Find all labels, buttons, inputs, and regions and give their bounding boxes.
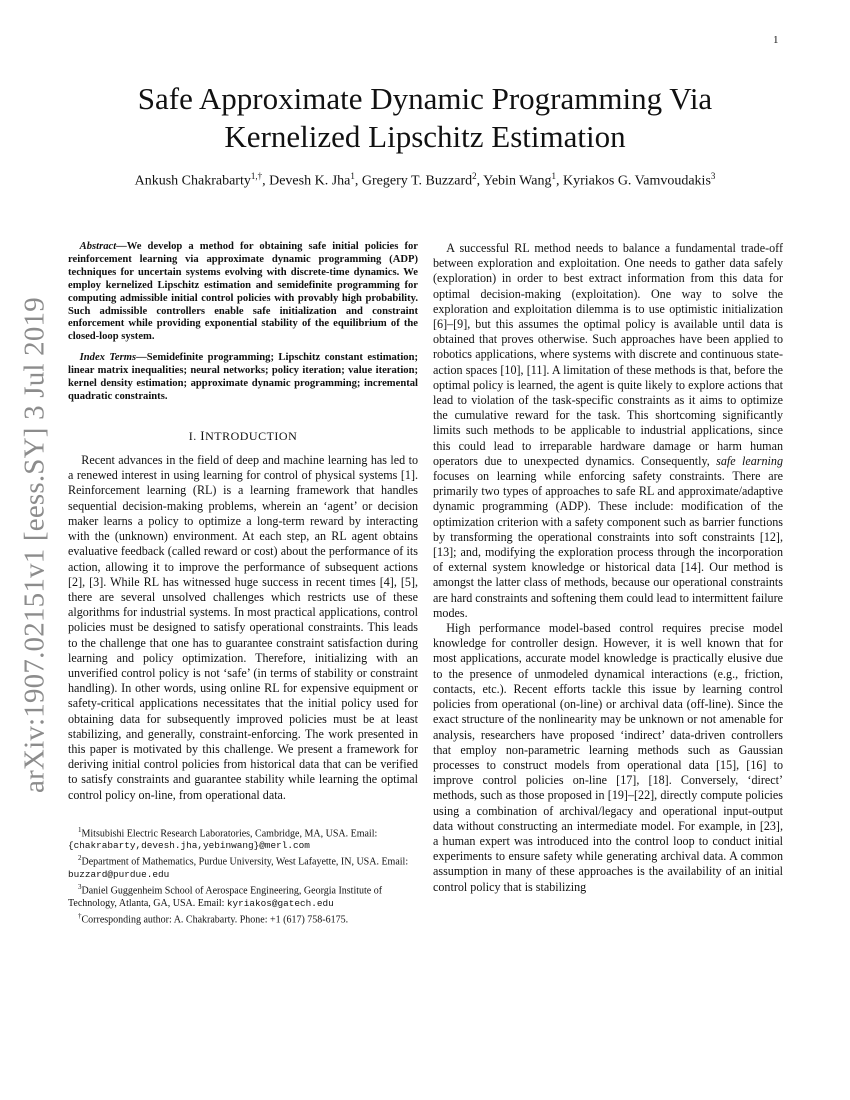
footnote-text: Mitsubishi Electric Research Laboratories, Cambridge, MA, USA. Email: xyxy=(81,828,378,840)
footnote-mark: 1 xyxy=(78,825,82,834)
paper-title-line-2: Kernelized Lipschitz Estimation xyxy=(224,119,626,154)
paragraph-text: focuses on learning while enforcing safety constraints. There are primarily two types of approaches to safe RL and approximate/adaptive dynamic programming (ADP). These include: modification of the optimization criterion with a safety component such as barrier functions by transforming the operational constraints into soft constraints [12], [13]; and, modifying the exploration process through the incorporation of external system knowledge or historical data [14]. Our method is amongst the latter class of methods, because our operational constraints are hard constraints and softening them could lead to intermittent failure modes. xyxy=(433,469,783,620)
footnote-email[interactable]: buzzard@purdue.edu xyxy=(68,869,170,881)
section-initial: I xyxy=(200,427,206,443)
section-title-rest: NTRODUCTION xyxy=(205,428,298,443)
footnote-text: Corresponding author: A. Chakrabarty. Phone: +1 (617) 758-6175. xyxy=(81,914,349,926)
footnote-4 xyxy=(68,910,418,927)
footnote-email[interactable]: {chakrabarty,devesh.jha,yebinwang}@merl.com xyxy=(68,840,310,852)
introduction-paragraph: Recent advances in the field of deep and machine learning has led to a renewed interest in using learning for control of physical systems [1]. Reinforcement learning (RL) is a learning framework that handles sequential decision-making problems, wherein an ‘agent’ or decision maker learns a policy to optimize a long-term reward by interacting with the (unknown) environment. At each step, an RL agent obtains evaluative feedback (called reward or cost) about the performance of its action, allowing it to improve the performance of subsequent actions [2], [3]. While RL has witnessed huge success in recent times [4], [5], there are several unsolved challenges which restricts use of these algorithms for industrial systems. In most practical applications, control policies must be designed to satisfy operational constraints. This leads to the challenge that one has to guarantee constraint satisfaction during learning and policy optimization. Therefore, initializing with an unverified control policy is not ‘safe’ (in terms of stability or constraint handling). In other words, using online RL for expensive equipment or safety-critical applications necessitates that the initial policy used for obtaining data for subsequently improved policies must be at least stabilizing, and generally, constraint-enforcing. The work presented in this paper is motivated by this challenge. We present a framework for deriving initial control policies from historical data that can be verified to satisfy constraints and guarantee stability while learning the optimal control policy on-line, from operational data. xyxy=(68,453,418,802)
footnote-mark: 2 xyxy=(78,854,82,863)
section-number: I. xyxy=(188,428,201,443)
index-terms-dash: — xyxy=(136,352,147,364)
footnote-3 xyxy=(68,881,418,910)
author-list xyxy=(70,171,780,190)
paper-title xyxy=(70,80,780,156)
footnote-text: Department of Mathematics, Purdue University, West Lafayette, IN, USA. Email: xyxy=(81,856,409,868)
paper-title-line-1: Safe Approximate Dynamic Programming Via xyxy=(137,81,713,116)
footnote-2 xyxy=(68,852,418,881)
author-name: Kyriakos G. Vamvoudakis xyxy=(563,173,711,189)
author-affiliation-mark: 2 xyxy=(472,171,477,181)
body-paragraph-model-based-control: High performance model-based control requires precise model knowledge for controller design. However, it is well known that for most applications, accurate model knowledge is practically elusive due to the presence of unmodeled dynamical interactions (e.g., friction, contacts, etc.). Recent efforts tackle this issue by learning control policies from operational (on-line) or archival data (off-line). Since the exact structure of the nonlinearity may be unknown or not amenable for analysis, researchers have proposed ‘indirect’ data-driven controllers that employ non-parametric learning methods such as Gaussian processes to construct models from operational data [15], [16] to improve control policies on-line [17], [18]. Conversely, ‘direct’ methods, such as those proposed in [19]–[22], directly compute policies using a combination of archival/legacy and operational input-output data without constructing an intermediate model. For example, in [23], a human expert was introduced into the control loop to conduct initial experiments to ensure safety while generating archival data. A common assumption in many of these approaches is the availability of an initial control policy that is stabilizing xyxy=(433,621,783,894)
section-heading-introduction xyxy=(68,428,418,444)
index-terms xyxy=(68,352,418,404)
footnote-email[interactable]: kyriakos@gatech.edu xyxy=(226,897,334,909)
index-terms-text: Semidefinite programming; Lipschitz constant estimation; linear matrix inequalities; neural networks; policy iteration; value iteration; kernel density estimation; approximate dynamic programming; incremental quadratic constraints. xyxy=(68,352,418,402)
author-name: Yebin Wang xyxy=(483,173,552,189)
abstract-dash: — xyxy=(116,241,127,252)
author-name: Devesh K. Jha xyxy=(269,173,351,189)
index-terms-label: Index Terms xyxy=(79,352,137,364)
arxiv-identifier-stamp[interactable]: arXiv:1907.02151v1 [eess.SY] 3 Jul 2019 xyxy=(18,297,51,793)
author-separator: , xyxy=(262,173,270,189)
author-name: Gregery T. Buzzard xyxy=(361,173,473,189)
abstract-label: Abstract xyxy=(79,241,117,252)
author-separator: , xyxy=(556,173,563,189)
author-name: Ankush Chakrabarty xyxy=(134,173,251,189)
author-affiliation-mark: 1 xyxy=(551,171,556,181)
paragraph-text: A successful RL method needs to balance a fundamental trade-off between exploration and exploitation. One needs to gather data safely (exploration) in order to best extract information from this data for optimal decision-making (exploitation). One way to solve the exploration and exploitation dilemma is to use optimistic initialization [6]–[9], but this assumes the optimal policy is available until data is obtained that proves otherwise. Such approaches have been applied to robotics applications, where systems with discrete and continuous state-action spaces [10], [11]. A limitation of these methods is that, before the optimal policy is learned, the agent is quite likely to explore actions that lead to violation of the task-specific constraints as it aims to optimize the cumulative reward for the task. This shortcoming significantly limits such methods to be applicable to industrial applications, since this could lead to irreparable hardware damage or harm human operators due to unexpected dynamics. Consequently, xyxy=(433,241,783,468)
body-paragraph-exploration xyxy=(433,241,783,621)
left-column xyxy=(68,241,418,926)
author-affiliation-mark: 1,† xyxy=(250,171,263,181)
right-column xyxy=(433,241,783,895)
footnote-mark: † xyxy=(78,911,82,920)
emphasized-term: safe learning xyxy=(716,453,783,468)
abstract xyxy=(68,241,418,344)
author-separator: , xyxy=(354,173,362,189)
page-number: 1 xyxy=(773,34,779,46)
footnote-text: Daniel Guggenheim School of Aerospace Engineering, Georgia Institute of Technology, Atlanta, GA, USA. Email: xyxy=(68,885,383,909)
footnote-1 xyxy=(68,824,418,853)
footnote-mark: 3 xyxy=(78,883,82,892)
author-affiliation-mark: 3 xyxy=(710,171,716,181)
author-separator: , xyxy=(476,173,484,189)
abstract-text: We develop a method for obtaining safe initial policies for reinforcement learning via approximate dynamic programming (ADP) techniques for uncertain systems evolving with discrete-time dynamics. We employ kernelized Lipschitz estimation and semidefinite programming for computing admissible initial control policies with provably high probability. Such admissible controllers enable safe initialization and constraint enforcement while providing exponential stability of the equilibrium of the closed-loop system. xyxy=(68,241,418,343)
author-affiliation-mark: 1 xyxy=(350,171,355,181)
footnotes xyxy=(68,824,418,927)
